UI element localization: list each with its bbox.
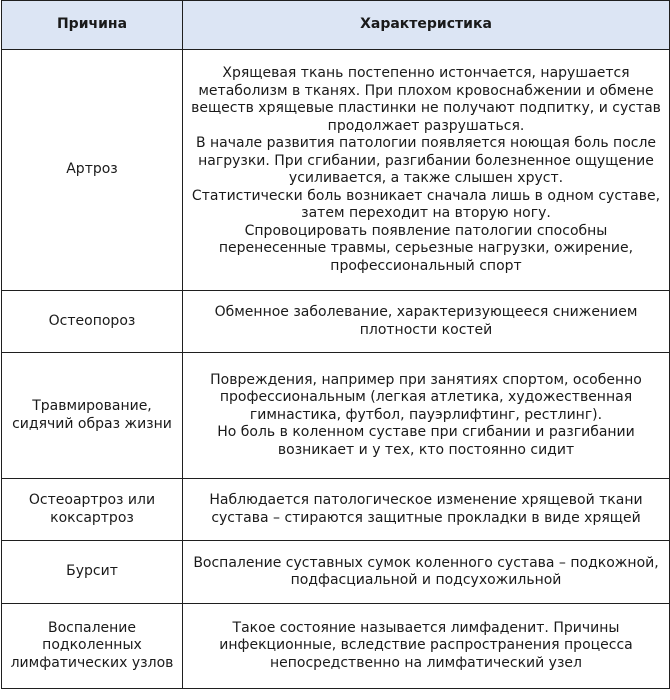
- cause-cell: Артроз: [2, 50, 183, 291]
- table-row: [2, 353, 670, 479]
- characteristic-paragraph: В начале развития патологии появляется ноющая боль после нагрузки. При сгибании, разгибании болезненное ощущение усиливается, а также слышен хруст.: [195, 135, 657, 186]
- characteristic-paragraph: Повреждения, например при занятиях спортом, особенно профессиональным (легкая атлетика, художественная гимнастика, футбол, пауэрлифтинг, рестлинг).: [210, 371, 642, 423]
- characteristic-paragraph: Обменное заболевание, характеризующееся снижением плотности костей: [214, 304, 638, 338]
- cause-cell: Бурсит: [2, 541, 183, 604]
- column-header-cause: Причина: [2, 1, 183, 50]
- characteristic-paragraph: Воспаление суставных сумок коленного сустава – подкожной, подфасциальной и подсухожильной: [193, 554, 659, 588]
- characteristic-cell: [183, 604, 670, 689]
- characteristic-cell: [183, 353, 670, 479]
- cause-cell: Травмирование, сидячий образ жизни: [2, 353, 183, 479]
- cause-cell: Остеопороз: [2, 291, 183, 353]
- characteristic-cell: [183, 291, 670, 353]
- characteristic-paragraph: Но боль в коленном суставе при сгибании и разгибании возникает и у тех, кто постоянно сидит: [217, 424, 635, 458]
- characteristic-paragraph: Хрящевая ткань постепенно истончается, нарушается метаболизм в тканях. При плохом кровоснабжении и обмене веществ хрящевые пластинки не получают подпитку, и сустав продолжает разрушаться.: [191, 65, 661, 134]
- table-row: [2, 479, 670, 541]
- characteristic-paragraph: Статистически боль возникает сначала лишь в одном суставе, затем переходит на вторую ногу.: [191, 187, 661, 221]
- characteristic-paragraph: Такое состояние называется лимфаденит. Причины инфекционные, вследствие распространения процесса непосредственно на лимфатический узел: [219, 619, 633, 671]
- characteristic-cell: [183, 50, 670, 291]
- characteristic-paragraph: Наблюдается патологическое изменение хрящевой ткани сустава – стираются защитные прокладки в виде хрящей: [209, 492, 643, 526]
- characteristic-paragraph: Спровоцировать появление патологии способны перенесенные травмы, серьезные нагрузки, ожирение, профессиональный спорт: [218, 222, 634, 274]
- table-header-row: [2, 1, 670, 50]
- table-row: [2, 291, 670, 353]
- table-row: [2, 604, 670, 689]
- characteristic-cell: [183, 479, 670, 541]
- table-row: [2, 541, 670, 604]
- characteristic-cell: [183, 541, 670, 604]
- column-header-characteristic: Характеристика: [183, 1, 670, 50]
- table-row: [2, 50, 670, 291]
- causes-table: [1, 0, 670, 689]
- cause-cell: Воспаление подколенных лимфатических узлов: [2, 604, 183, 689]
- cause-cell: Остеоартроз или коксартроз: [2, 479, 183, 541]
